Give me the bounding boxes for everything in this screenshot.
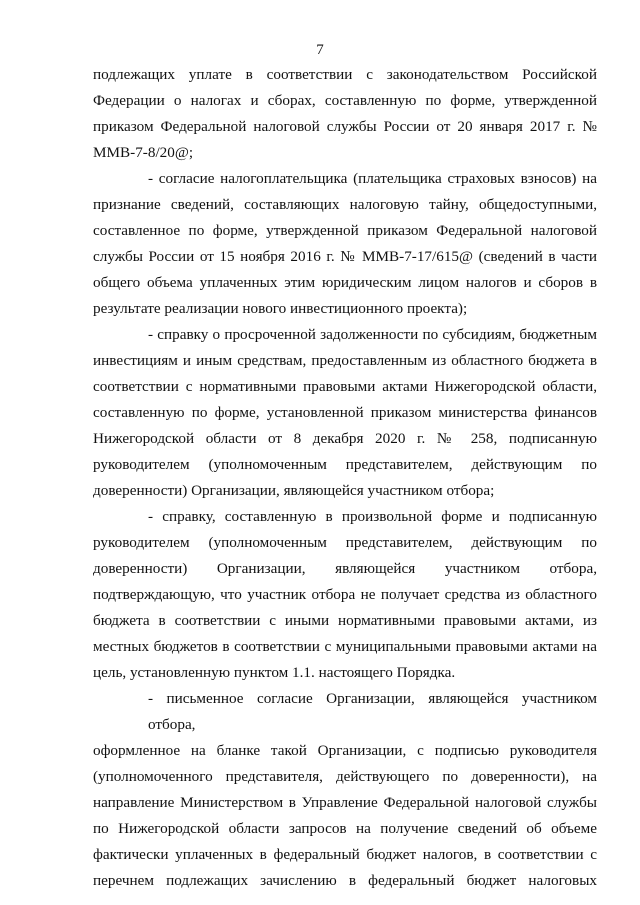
paragraph-written-consent [93,686,597,894]
text-line: приказом Федеральной налоговой службы России от 20 января 2017 г. № [93,118,597,135]
text-line: - справку, составленную в произвольной форме и подписанную [148,508,597,525]
text-line: фактически уплаченных в федеральный бюджет налогов, в соответствии с [93,846,597,863]
text-line: перечнем подлежащих зачислению в федеральный бюджет налоговых [93,872,597,889]
text-line: ММВ-7-8/20@; [93,144,194,161]
paragraph-free-form-certificate [93,504,597,686]
page-number: 7 [316,42,324,58]
text-line: подлежащих уплате в соответствии с законодательством Российской [93,66,597,83]
document-body [93,62,597,894]
text-line: руководителем (уполномоченным представителем, действующим по [93,456,597,473]
text-line: результате реализации нового инвестиционного проекта); [93,300,468,317]
text-line: направление Министерством в Управление Федеральной налоговой службы [93,794,597,811]
text-line: - справку о просроченной задолженности по субсидиям, бюджетным [148,326,597,343]
text-line: оформленное на бланке такой Организации, с подписью руководителя [93,742,597,759]
text-line: (уполномоченного представителя, действующего по доверенности), на [93,768,597,785]
text-line: общего объема уплаченных этим юридическим лицом налогов и сборов в [93,274,597,291]
text-line: местных бюджетов в соответствии с муниципальными правовыми актами на [93,638,597,655]
text-line: признание сведений, составляющих налоговую тайну, общедоступными, [93,196,597,213]
text-line: инвестициям и иным средствам, предоставленным из областного бюджета в [93,352,597,369]
text-line: бюджета в соответствии с иными нормативными правовыми актами, из [93,612,597,629]
text-line: руководителем (уполномоченным представителем, действующим по [93,534,597,551]
text-line: службы России от 15 ноября 2016 г. № ММВ-7-17/615@ (сведений в части [93,248,597,265]
text-line: составленное по форме, утвержденной приказом Федеральной налоговой [93,222,597,239]
text-line: Федерации о налогах и сборах, составленную по форме, утвержденной [93,92,597,109]
text-line: цель, установленную пунктом 1.1. настоящего Порядка. [93,664,456,681]
text-line: - согласие налогоплательщика (плательщика страховых взносов) на [148,170,597,187]
text-line: Нижегородской области от 8 декабря 2020 г. № 258, подписанную [93,430,597,447]
text-line: составленную по форме, установленной приказом министерства финансов [93,404,597,421]
text-line: соответствии с нормативными правовыми актами Нижегородской области, [93,378,597,395]
text-line: доверенности) Организации, являющейся участником отбора, [93,560,597,577]
paragraph-continuation [93,62,597,166]
text-line: подтверждающую, что участник отбора не получает средства из областного [93,586,597,603]
paragraph-taxpayer-consent [93,166,597,322]
text-line: по Нижегородской области запросов на получение сведений об объеме [93,820,597,837]
text-line: - письменное согласие Организации, являющейся участником отбора, [148,690,597,733]
text-line: доверенности) Организации, являющейся участником отбора; [93,482,495,499]
paragraph-overdue-debt-certificate [93,322,597,504]
